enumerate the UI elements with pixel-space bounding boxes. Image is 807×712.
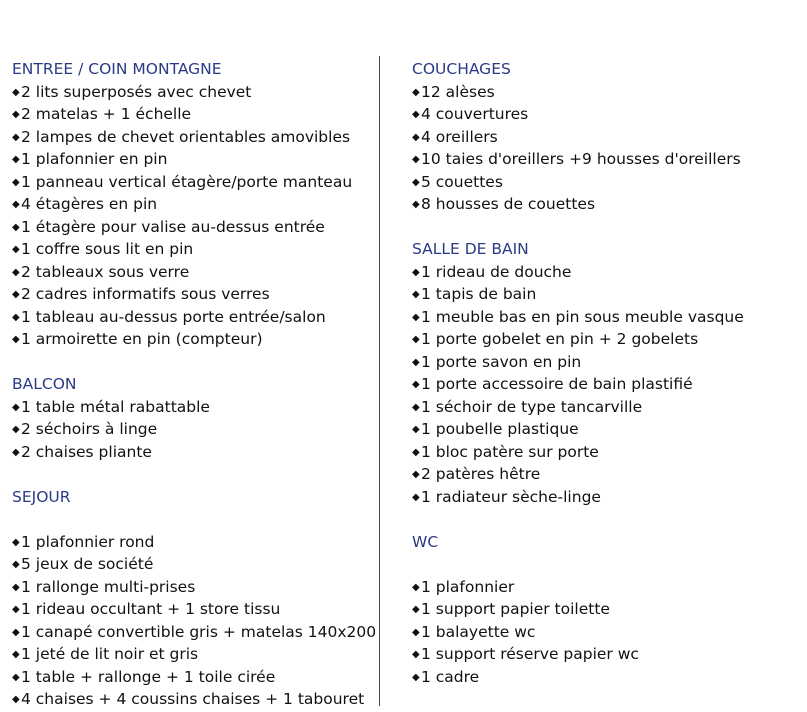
- list-item: ◆2 lits superposés avec chevet: [12, 81, 372, 104]
- list-item: ◆1 porte gobelet en pin + 2 gobelets: [412, 328, 802, 351]
- bullet-icon: ◆: [412, 334, 420, 345]
- list-item: ◆2 patères hêtre: [412, 463, 802, 486]
- bullet-icon: ◆: [12, 424, 20, 435]
- list-item: ◆1 jeté de lit noir et gris: [12, 643, 372, 666]
- list-item: ◆1 étagère pour valise au-dessus entrée: [12, 216, 372, 239]
- list-item: ◆1 table métal rabattable: [12, 396, 372, 419]
- bullet-icon: ◆: [412, 356, 420, 368]
- bullet-icon: ◆: [412, 446, 420, 458]
- bullet-icon: ◆: [412, 626, 420, 638]
- list-item: ◆1 meuble bas en pin sous meuble vasque: [412, 306, 802, 329]
- bullet-icon: ◆: [412, 401, 420, 413]
- section-couchages: [412, 58, 802, 216]
- list-item: ◆10 taies d'oreillers +9 housses d'oreillers: [412, 148, 802, 171]
- section-heading: BALCON: [12, 375, 77, 393]
- bullet-icon: ◆: [12, 109, 20, 120]
- bullet-icon: ◆: [12, 671, 20, 683]
- bullet-icon: ◆: [412, 491, 420, 503]
- list-item: ◆1 séchoir de type tancarville: [412, 396, 802, 419]
- bullet-icon: ◆: [12, 154, 20, 165]
- list-item: ◆1 rideau de douche: [412, 261, 802, 284]
- bullet-icon: ◆: [412, 154, 420, 165]
- section-heading: SALLE DE BAIN: [412, 240, 529, 258]
- section-sejour: [12, 486, 377, 711]
- list-item: ◆12 alèses: [412, 81, 802, 104]
- bullet-icon: ◆: [412, 649, 420, 660]
- list-item: ◆1 cadre: [412, 666, 802, 689]
- bullet-icon: ◆: [412, 289, 420, 300]
- list-item: ◆1 porte accessoire de bain plastifié: [412, 373, 802, 396]
- bullet-icon: ◆: [12, 244, 20, 255]
- bullet-icon: ◆: [12, 199, 20, 210]
- list-item: ◆1 support papier toilette: [412, 598, 802, 621]
- spacer: [412, 508, 802, 531]
- list-item: ◆8 housses de couettes: [412, 193, 802, 216]
- list-item: ◆1 canapé convertible gris + matelas 140x200: [12, 621, 372, 644]
- list-item: ◆1 tapis de bain: [412, 283, 802, 306]
- bullet-icon: ◆: [412, 266, 420, 278]
- bullet-icon: ◆: [12, 581, 20, 593]
- list-item: ◆1 table + rallonge + 1 toile cirée: [12, 666, 372, 689]
- bullet-icon: ◆: [12, 266, 20, 278]
- bullet-icon: ◆: [412, 86, 420, 98]
- bullet-icon: ◆: [412, 311, 420, 323]
- list-item: ◆2 chaises pliante: [12, 441, 372, 464]
- bullet-icon: ◆: [412, 671, 420, 683]
- list-item: ◆1 tableau au-dessus porte entrée/salon: [12, 306, 372, 329]
- section-entree: [12, 58, 372, 351]
- bullet-icon: ◆: [12, 311, 20, 323]
- list-item: ◆2 lampes de chevet orientables amovibles: [12, 126, 372, 149]
- list-item: ◆5 couettes: [412, 171, 802, 194]
- list-item: ◆2 séchoirs à linge: [12, 418, 372, 441]
- bullet-icon: ◆: [12, 626, 20, 638]
- list-item: ◆2 matelas + 1 échelle: [12, 103, 372, 126]
- list-item: ◆1 rideau occultant + 1 store tissu: [12, 598, 372, 621]
- bullet-icon: ◆: [412, 109, 420, 120]
- column-divider: [379, 56, 380, 706]
- bullet-icon: ◆: [12, 401, 20, 413]
- section-heading: WC: [412, 532, 439, 551]
- bullet-icon: ◆: [412, 581, 420, 593]
- spacer: [12, 351, 372, 374]
- list-item: ◆1 radiateur sèche-linge: [412, 486, 802, 509]
- bullet-icon: ◆: [412, 176, 420, 188]
- section-heading: SEJOUR: [12, 487, 71, 506]
- bullet-icon: ◆: [412, 424, 420, 435]
- bullet-icon: ◆: [12, 649, 20, 660]
- list-item: ◆4 étagères en pin: [12, 193, 372, 216]
- section-balcon: [12, 373, 372, 463]
- list-item: ◆4 oreillers: [412, 126, 802, 149]
- list-item: ◆1 coffre sous lit en pin: [12, 238, 372, 261]
- bullet-icon: ◆: [12, 446, 20, 458]
- list-item: ◆1 armoirette en pin (compteur): [12, 328, 372, 351]
- spacer: [12, 508, 372, 531]
- list-item: ◆2 cadres informatifs sous verres: [12, 283, 372, 306]
- list-item: ◆1 panneau vertical étagère/porte manteau: [12, 171, 372, 194]
- bullet-icon: ◆: [12, 86, 20, 98]
- section-wc: [412, 531, 802, 689]
- list-item: ◆1 porte savon en pin: [412, 351, 802, 374]
- bullet-icon: ◆: [12, 221, 20, 233]
- list-item: ◆4 couvertures: [412, 103, 802, 126]
- list-item: ◆1 bloc patère sur porte: [412, 441, 802, 464]
- bullet-icon: ◆: [12, 536, 20, 548]
- bullet-icon: ◆: [12, 176, 20, 188]
- bullet-icon: ◆: [12, 694, 20, 705]
- list-item: ◆1 plafonnier en pin: [12, 148, 372, 171]
- bullet-icon: ◆: [12, 604, 20, 615]
- section-salle-de-bain: [412, 238, 802, 508]
- bullet-icon: ◆: [412, 379, 420, 390]
- list-item: ◆5 jeux de société: [12, 553, 372, 576]
- list-item: ◆2 tableaux sous verre: [12, 261, 372, 284]
- section-heading: COUCHAGES: [412, 60, 511, 78]
- bullet-icon: ◆: [12, 559, 20, 570]
- list-item: ◆1 balayette wc: [412, 621, 802, 644]
- bullet-icon: ◆: [12, 289, 20, 300]
- bullet-icon: ◆: [12, 334, 20, 345]
- list-item: ◆4 chaises + 4 coussins chaises + 1 tabouret: [12, 688, 372, 711]
- bullet-icon: ◆: [412, 469, 420, 480]
- spacer: [412, 553, 802, 576]
- list-item: ◆1 plafonnier rond: [12, 531, 372, 554]
- bullet-icon: ◆: [12, 131, 20, 143]
- list-item: ◆1 plafonnier: [412, 576, 802, 599]
- spacer: [12, 463, 372, 486]
- spacer: [412, 216, 802, 239]
- bullet-icon: ◆: [412, 604, 420, 615]
- left-column: [12, 58, 377, 711]
- bullet-icon: ◆: [412, 131, 420, 143]
- list-item: ◆1 poubelle plastique: [412, 418, 802, 441]
- section-heading: ENTREE / COIN MONTAGNE: [12, 60, 222, 78]
- bullet-icon: ◆: [412, 199, 420, 210]
- list-item: ◆1 rallonge multi-prises: [12, 576, 372, 599]
- list-item: ◆1 support réserve papier wc: [412, 643, 802, 666]
- right-column: [412, 58, 802, 688]
